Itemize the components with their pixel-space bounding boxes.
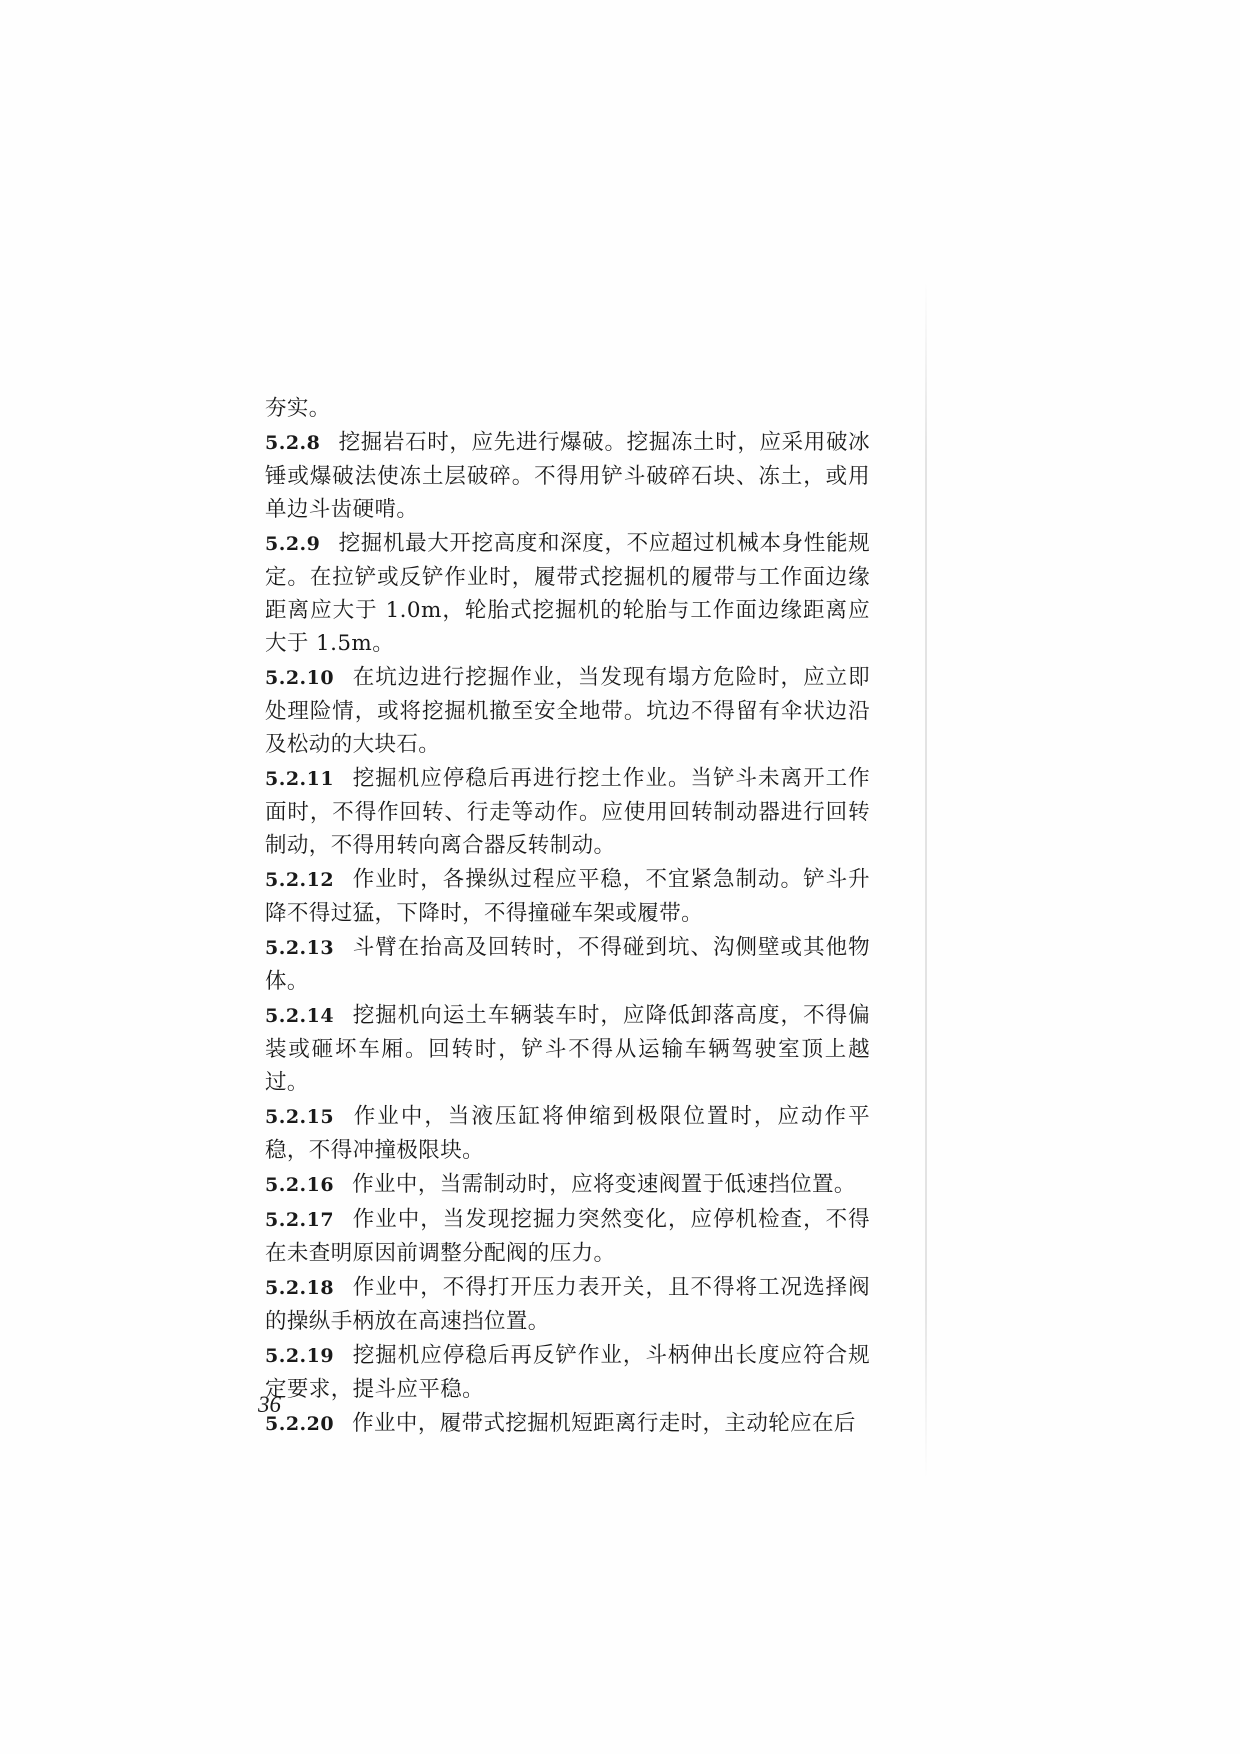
clause-5-2-16 xyxy=(265,1168,870,1202)
clause-number: 5.2.8 xyxy=(265,432,321,454)
clause-text: 挖掘岩石时，应先进行爆破。挖掘冻土时，应采用破冰锤或爆破法使冻土层破碎。不得用铲斗破碎石块、冻土，或用单边斗齿硬啃。 xyxy=(265,430,870,522)
clause-number: 5.2.20 xyxy=(265,1413,335,1435)
clause-number: 5.2.14 xyxy=(265,1005,335,1027)
clause-5-2-18 xyxy=(265,1271,870,1338)
paragraph-continuation xyxy=(265,392,870,425)
clause-5-2-14 xyxy=(265,999,870,1099)
page-number: 36 xyxy=(258,1392,281,1417)
clause-number: 5.2.16 xyxy=(265,1174,335,1196)
body-text xyxy=(265,392,870,1441)
clause-5-2-12 xyxy=(265,863,870,930)
clause-text: 作业时，各操纵过程应平稳，不宜紧急制动。铲斗升降不得过猛，下降时，不得撞碰车架或履带。 xyxy=(265,867,870,926)
clause-number: 5.2.10 xyxy=(265,667,335,689)
clause-5-2-19 xyxy=(265,1339,870,1406)
clause-text: 作业中，当需制动时，应将变速阀置于低速挡位置。 xyxy=(352,1172,856,1197)
clause-number: 5.2.13 xyxy=(265,937,335,959)
clause-5-2-20 xyxy=(265,1407,870,1441)
clause-number: 5.2.18 xyxy=(265,1277,335,1299)
clause-number: 5.2.19 xyxy=(265,1345,335,1367)
clause-number: 5.2.9 xyxy=(265,533,321,555)
clause-text: 作业中，当液压缸将伸缩到极限位置时，应动作平稳，不得冲撞极限块。 xyxy=(265,1104,870,1163)
clause-5-2-15 xyxy=(265,1100,870,1167)
clause-5-2-13 xyxy=(265,931,870,998)
clause-number: 5.2.17 xyxy=(265,1209,335,1231)
clause-text: 斗臂在抬高及回转时，不得碰到坑、沟侧壁或其他物体。 xyxy=(265,935,870,994)
clause-5-2-9 xyxy=(265,527,870,660)
clause-text: 挖掘机向运土车辆装车时，应降低卸落高度，不得偏装或砸坏车厢。回转时，铲斗不得从运输车辆驾驶室顶上越过。 xyxy=(265,1003,870,1095)
clause-number: 5.2.11 xyxy=(265,768,335,790)
clause-text: 挖掘机应停稳后再进行挖土作业。当铲斗未离开工作面时，不得作回转、行走等动作。应使用回转制动器进行回转制动，不得用转向离合器反转制动。 xyxy=(265,766,870,858)
clause-text: 作业中，履带式挖掘机短距离行走时，主动轮应在后 xyxy=(352,1411,856,1436)
clause-text: 作业中，当发现挖掘力突然变化，应停机检查，不得在未查明原因前调整分配阀的压力。 xyxy=(265,1207,870,1266)
clause-text: 作业中，不得打开压力表开关，且不得将工况选择阀的操纵手柄放在高速挡位置。 xyxy=(265,1275,870,1334)
clause-number: 5.2.15 xyxy=(265,1106,335,1128)
clause-5-2-11 xyxy=(265,762,870,862)
page-edge-line xyxy=(925,280,927,1480)
clause-5-2-8 xyxy=(265,426,870,526)
clause-text: 挖掘机应停稳后再反铲作业，斗柄伸出长度应符合规定要求，提斗应平稳。 xyxy=(265,1343,870,1402)
clause-number: 5.2.12 xyxy=(265,869,335,891)
clause-text: 在坑边进行挖掘作业，当发现有塌方危险时，应立即处理险情，或将挖掘机撤至安全地带。坑边不得留有伞状边沿及松动的大块石。 xyxy=(265,665,870,757)
paragraph-text: 夯实。 xyxy=(265,396,331,421)
clause-text: 挖掘机最大开挖高度和深度，不应超过机械本身性能规定。在拉铲或反铲作业时，履带式挖掘机的履带与工作面边缘距离应大于 1.0m，轮胎式挖掘机的轮胎与工作面边缘距离应大于 1.5m。 xyxy=(265,531,870,656)
clause-5-2-17 xyxy=(265,1203,870,1270)
clause-5-2-10 xyxy=(265,661,870,761)
